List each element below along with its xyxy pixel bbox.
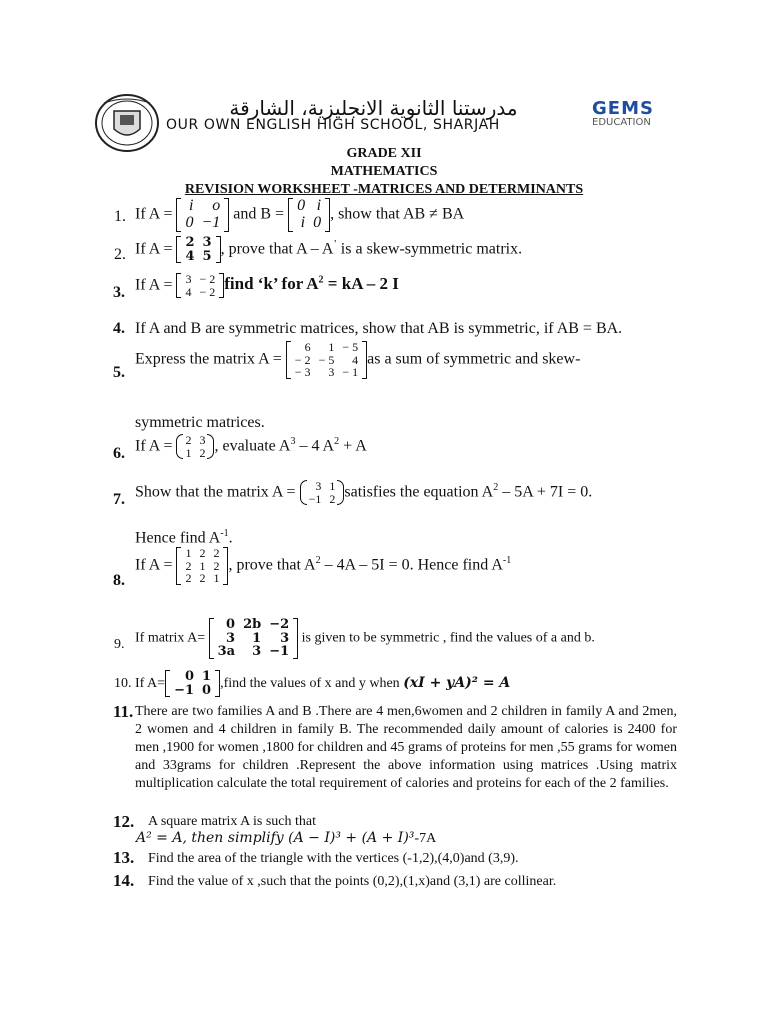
q13-text: Find the area of the triangle with the vertices (-1,2),(4,0)and (3,9). [148, 851, 519, 866]
q5-number: 5. [113, 364, 125, 381]
q7-line: Show that the matrix A = 3 1 −1 2 satisfies the equation $A^2 - 5A + 7I = 0$. [135, 479, 593, 506]
q1-matrix-a: i o 0 −1 [176, 198, 229, 232]
q5-line2: symmetric matrices. [135, 414, 265, 431]
q9-number: 9. [114, 637, 125, 652]
q6-number: 6. [113, 445, 125, 462]
q3-number: 3. [113, 284, 125, 301]
worksheet-title: REVISION WORKSHEET -MATRICES AND DETERMINANTS [184, 182, 584, 197]
q7-matrix-a: 3 1 −1 2 [300, 480, 345, 505]
q7-line2: Hence find $A^{-1}$. [135, 528, 233, 547]
q2-line: If A = 2 3 4 5 , prove that A – A’ is a skew-symmetric matrix. [135, 235, 523, 264]
q1-number: 1. [114, 208, 126, 225]
q10-matrix-a: 0 1 −1 0 [165, 670, 220, 697]
q12-number: 12. [113, 812, 135, 831]
q2-number: 2. [114, 246, 126, 263]
gems-logo [592, 98, 654, 128]
gems-brand-sub: EDUCATION [592, 117, 651, 128]
q14-text: Find the value of x ,such that the points (0,2),(1,x)and (3,1) are collinear. [148, 874, 557, 889]
school-name-arabic: مدرستنا الثانوية الانجليزية، الشارقة [229, 96, 518, 120]
q1-line: If A = i o 0 −1 and B = 0 i i 0 , show that AB ≠ BA [135, 197, 465, 231]
q3-matrix-a: 3 − 2 4 − 2 [176, 273, 224, 298]
q9-line: If matrix A= 0 2b −2 3 1 3 3a 3 −1 is given to be symmetric , find the values of a and b. [135, 617, 595, 660]
q6-line: If A = 2 3 1 2 , evaluate $A^3 - 4$ $A^2 + A$ [135, 433, 367, 460]
q7-number: 7. [113, 491, 125, 508]
q2-matrix-a: 2 3 4 5 [176, 236, 220, 263]
q8-line: If A = 1 2 2 2 1 2 2 2 1 , prove that $A^2 - 4A - 5I = 0$. Hence find $A^{-1}$ [135, 546, 512, 586]
q14-number: 14. [113, 871, 135, 890]
school-crest-logo [94, 93, 160, 153]
q9-matrix-a: 0 2b −2 3 1 3 3a 3 −1 [209, 618, 299, 659]
gems-brand: GEMS [592, 98, 654, 119]
q10-line: 10. If A= 0 1 −1 0 ,find the values of x and y when (xI + yA)² = A [114, 669, 511, 698]
q11-text: There are two families A and B .There are 4 men,6women and 2 children in family A and 2men, 2 women and 4 children in family B. The recommended daily amount of calories is 2400 for men ,1900 for women ,1800 for children and 45 grams of proteins for men ,55 grams for women and 33grams for children .Represent the above information using matrices .Using matrix multiplication calculate the total requirement of calories and proteins for each of the 2 families. [135, 704, 677, 791]
q5-matrix-a: 6 1 − 5 − 2 − 5 4 − 3 3 − 1 [286, 341, 367, 379]
q4-text: If A and B are symmetric matrices, show that AB is symmetric, if AB = BA. [135, 320, 623, 337]
q5-line: Express the matrix A = 6 1 − 5 − 2 − 5 4 − 3 3 − 1 as a sum of symmetric and skew- [135, 340, 581, 380]
school-name: OUR OWN ENGLISH HIGH SCHOOL, SHARJAH [166, 117, 500, 133]
q12-line2: A² = A, then simplify (A − I)³ + (A + I)³-7A [136, 830, 437, 846]
q8-number: 8. [113, 572, 125, 589]
grade-title: GRADE XII [346, 146, 422, 161]
q3-line: If A = 3 − 2 4 − 2 find ‘k’ for $A^2$ = kA – 2 I [135, 272, 399, 299]
q13-number: 13. [113, 848, 135, 867]
q11-number: 11. [113, 702, 134, 721]
q4-number: 4. [113, 320, 125, 337]
q6-matrix-a: 2 3 1 2 [176, 434, 214, 459]
subject-title: MATHEMATICS [330, 164, 438, 179]
q12-text: A square matrix A is such that [148, 814, 316, 829]
q1-matrix-b: 0 i i 0 [288, 198, 330, 232]
q8-matrix-a: 1 2 2 2 1 2 2 2 1 [176, 547, 228, 585]
